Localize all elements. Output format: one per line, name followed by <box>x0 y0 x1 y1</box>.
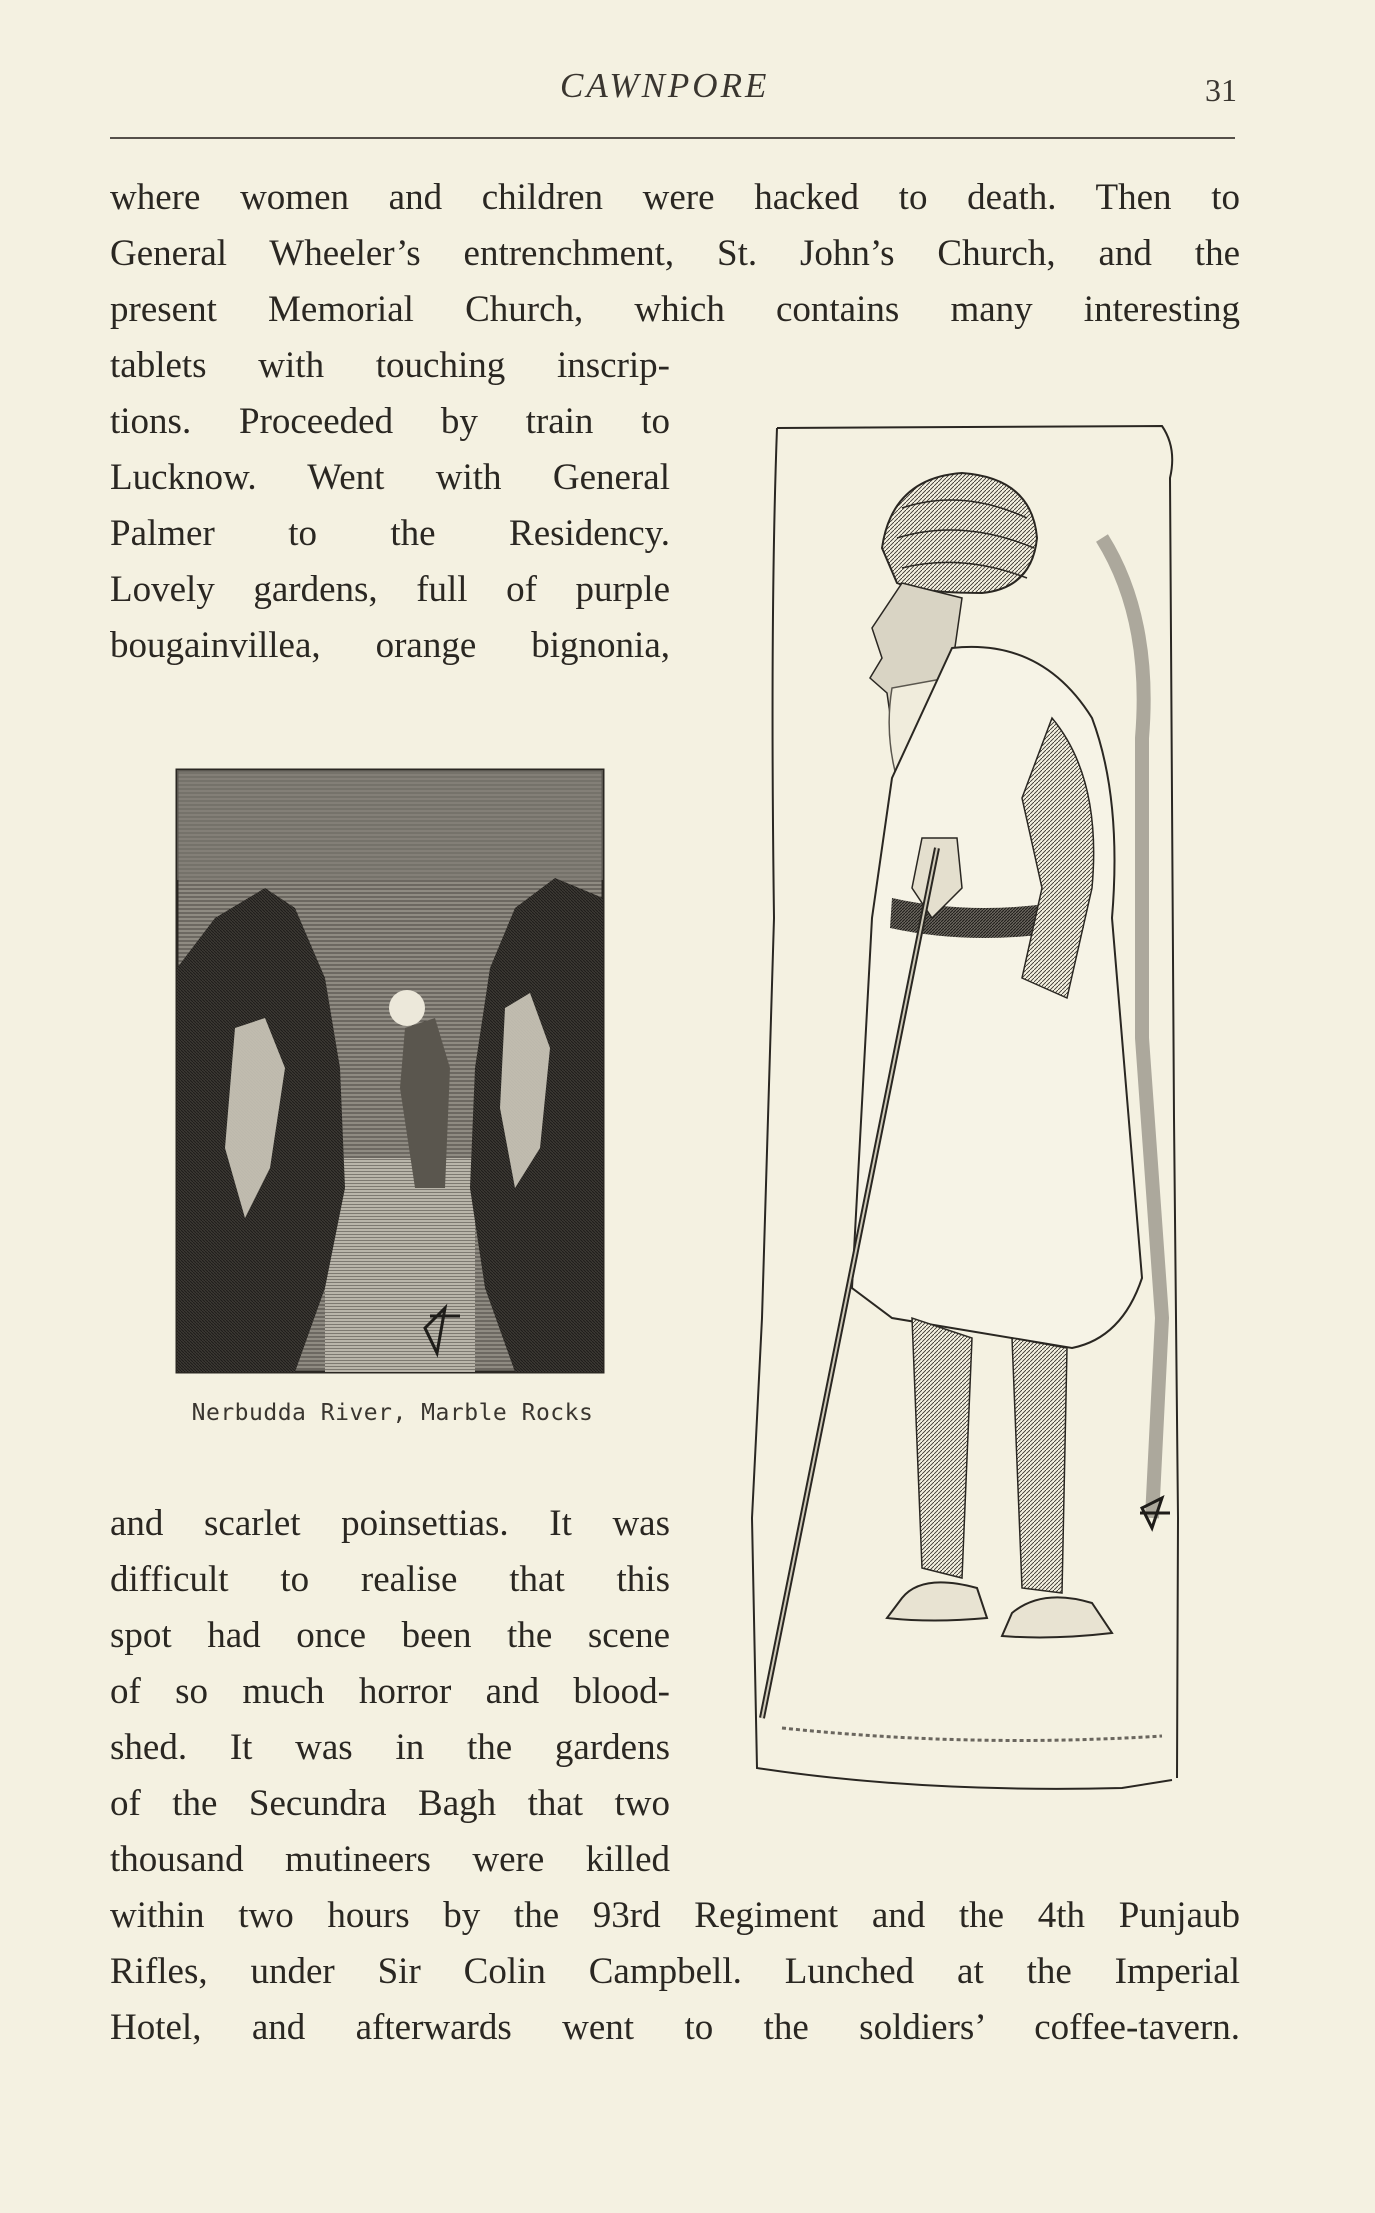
header-rule <box>110 137 1235 139</box>
text-line: spot had once been the scene <box>110 1615 670 1656</box>
page-number: 31 <box>1205 72 1237 108</box>
text-line: thousand mutineers were killed <box>110 1839 670 1880</box>
text-line: bougainvillea, orange bignonia, <box>110 625 670 666</box>
text-line: difficult to realise that this <box>110 1559 670 1600</box>
river-gorge-illustration <box>175 768 605 1374</box>
text-line: Hotel, and afterwards went to the soldiers’ coffee-tavern. <box>110 2007 1240 2048</box>
running-title: CAWNPORE <box>560 66 770 105</box>
text-line: Rifles, under Sir Colin Campbell. Lunched at the Imperial <box>110 1951 1240 1992</box>
text-line: of the Secundra Bagh that two <box>110 1783 670 1824</box>
text-line: General Wheeler’s entrenchment, St. John’s Church, and the <box>110 233 1240 274</box>
paragraph-3 <box>110 1888 1240 2056</box>
turbaned-man-illustration <box>722 418 1222 1828</box>
text-line: Lovely gardens, full of purple <box>110 569 670 610</box>
paragraph-2 <box>110 1496 670 1888</box>
text-line: of so much horror and blood- <box>110 1671 670 1712</box>
text-line: and scarlet poinsettias. It was <box>110 1503 670 1544</box>
text-line: Palmer to the Residency. <box>110 513 670 554</box>
text-line: tions. Proceeded by train to <box>110 401 670 442</box>
text-line: where women and children were hacked to death. Then to <box>110 177 1240 218</box>
text-line: tablets with touching inscrip- <box>110 345 670 386</box>
figure-caption: Nerbudda River, Marble Rocks <box>191 1400 594 1426</box>
text-line: within two hours by the 93rd Regiment and the 4th Punjaub <box>110 1895 1240 1936</box>
text-line: shed. It was in the gardens <box>110 1727 670 1768</box>
running-head <box>0 66 1375 116</box>
text-line: Lucknow. Went with General <box>110 457 670 498</box>
text-line: present Memorial Church, which contains many interesting <box>110 289 1240 330</box>
